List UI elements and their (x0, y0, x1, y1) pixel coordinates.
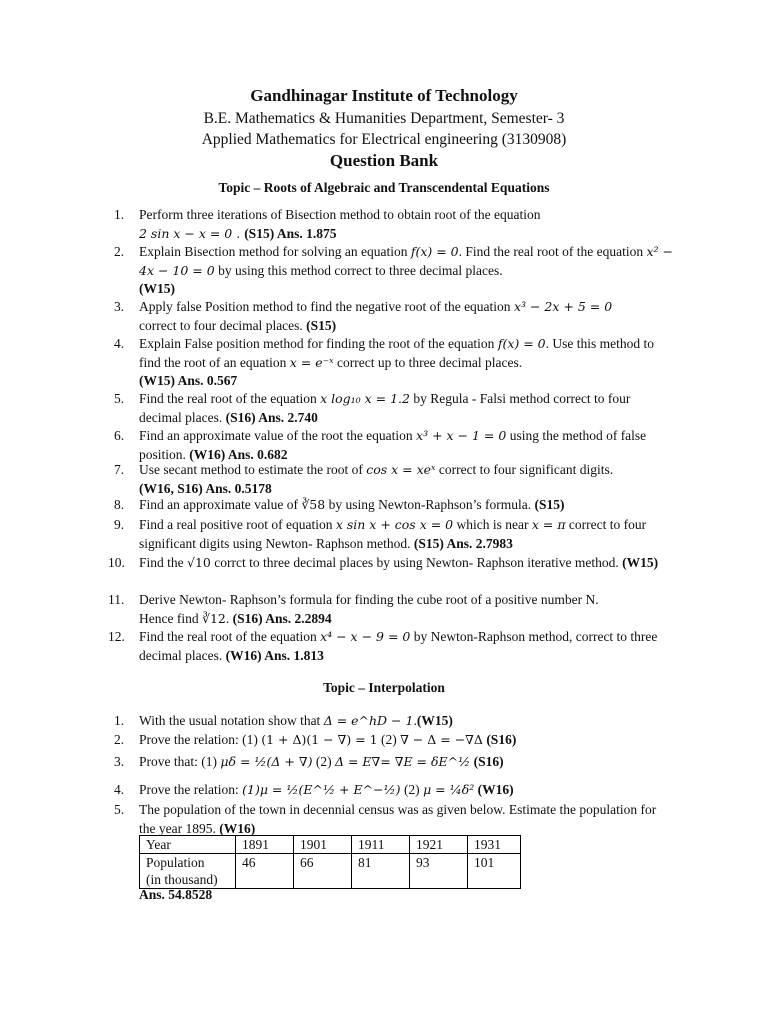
question-tag: (S15) (306, 317, 337, 333)
question-tag: (S15) (534, 497, 565, 512)
question-tag: (W16, S16) Ans. 0.5178 (139, 480, 272, 496)
equation: ∛12 (201, 610, 226, 626)
equation: (1 + Δ)(1 − ∇) = 1 (261, 732, 378, 747)
table-cell: 81 (352, 854, 410, 889)
equation: f(x) = 0 (410, 244, 459, 259)
equation: cos x = xeˣ (366, 462, 436, 477)
table-cell: 1911 (352, 836, 410, 854)
question-number: 2. (114, 732, 125, 747)
question-text: The population of the town in decennial census was as given below. Estimate the population for the year 1895. (139, 802, 657, 836)
equation: x³ − 2x + 5 = 0 (513, 299, 613, 314)
question-number: 9. (114, 517, 125, 532)
course-line: Applied Mathematics for Electrical engineering (3130908) (201, 131, 567, 148)
equation: μδ = ½(Δ + ∇) (220, 754, 313, 769)
question-text: . Use this method to find the root of an equation (139, 336, 654, 370)
table-cell: 93 (410, 854, 468, 889)
question-number: 1. (114, 713, 125, 728)
table-cell: 66 (294, 854, 352, 889)
question-tag: (W15) (139, 281, 175, 296)
population-table (139, 835, 521, 889)
question-text: Prove the relation: (139, 782, 243, 797)
question-text: Explain False position method for finding the root of the equation (139, 336, 498, 351)
question-number: 4. (114, 336, 125, 351)
question-10-roots (108, 554, 676, 573)
table-cell: 1891 (236, 836, 294, 854)
question-tag: (W16) (477, 782, 514, 797)
question-text: (2) (312, 754, 335, 769)
topic-roots-heading: Topic – Roots of Algebraic and Transcendental Equations (218, 180, 550, 195)
table-cell: 1921 (410, 836, 468, 854)
question-text: . (413, 713, 417, 728)
question-number: 3. (114, 299, 125, 314)
equation: x⁴ − x − 9 = 0 (320, 629, 411, 644)
question-1-roots (114, 206, 676, 243)
table-cell: 101 (468, 854, 521, 889)
question-text: Prove that: (1) (139, 754, 221, 769)
question-text: Find an approximate value of the root the equation (139, 428, 417, 443)
question-text: corrct to three decimal places by using Newton- Raphson iterative method. (210, 555, 623, 570)
question-text: Apply false Position method to find the negative root of the equation (139, 299, 514, 314)
question-number: 1. (114, 207, 125, 222)
question-number: 6. (114, 428, 125, 443)
question-text: correct to four significant digits using Newton- Raphson method. (139, 517, 647, 551)
question-tag: (W16) (219, 820, 256, 836)
question-text: by using this method correct to three decimal places. (214, 262, 503, 278)
equation: 2 sin x − x = 0 . (139, 225, 245, 241)
question-11-roots (108, 591, 676, 628)
question-4-interpolation (114, 781, 676, 800)
table-cell: Year (140, 836, 236, 854)
question-5-interpolation (114, 801, 676, 838)
question-text: by Newton-Raphson method, correct to three decimal places. (139, 629, 658, 663)
question-tag: (S15) Ans. 1.875 (244, 225, 337, 241)
question-tag: (S16) Ans. 2.740 (225, 409, 318, 425)
question-text: correct to four decimal places. (139, 317, 307, 333)
question-text: . (225, 610, 233, 626)
table-cell: 46 (236, 854, 294, 889)
table-cell: 1901 (294, 836, 352, 854)
equation: ∇ − Δ = −∇Δ (400, 732, 483, 747)
row-label-unit: (in thousand) (146, 872, 218, 887)
question-number: 2. (114, 244, 125, 259)
equation: μ = ¼δ² (423, 782, 475, 797)
question-tag: (S15) Ans. 2.7983 (413, 535, 513, 551)
question-tag: (W16) Ans. 0.682 (189, 446, 288, 462)
question-8-roots (114, 496, 676, 515)
question-number: 7. (114, 462, 125, 477)
table-row (140, 854, 521, 889)
question-number: 5. (114, 802, 125, 817)
question-text: Find an approximate value of (139, 497, 302, 512)
question-text: With the usual notation show that (139, 713, 324, 728)
question-text: Hence find (139, 610, 202, 626)
topic-interpolation-heading: Topic – Interpolation (323, 680, 445, 695)
question-text: Find a real positive root of equation (139, 517, 336, 532)
equation: x log₁₀ x = 1.2 (320, 391, 410, 406)
question-text: Find the real root of the equation (139, 629, 321, 644)
question-text: Derive Newton- Raphson’s formula for finding the cube root of a positive number N. (139, 592, 599, 607)
equation: ∛58 (301, 497, 326, 512)
question-tag: (S16) Ans. 2.2894 (232, 610, 332, 626)
equation: Δ = E∇= ∇E = δE^½ (334, 754, 471, 769)
question-number: 4. (114, 782, 125, 797)
institute-name: Gandhinagar Institute of Technology (250, 86, 518, 105)
question-12-roots (108, 628, 676, 665)
question-text: (2) (400, 782, 424, 797)
question-5-roots (114, 390, 676, 427)
question-1-interpolation (114, 712, 676, 731)
question-number: 12. (108, 629, 125, 644)
equation: Δ = e^hD − 1 (323, 713, 414, 728)
equation: x sin x + cos x = 0 (335, 517, 454, 532)
question-text: . Find the real root of the equation (458, 244, 647, 259)
question-number: 5. (114, 391, 125, 406)
question-text: correct up to three decimal places. (333, 354, 523, 370)
table-cell: 1931 (468, 836, 521, 854)
question-text: Use secant method to estimate the root of (139, 462, 367, 477)
question-tag: (W16) Ans. 1.813 (225, 647, 324, 663)
question-tag: (W15) Ans. 0.567 (139, 373, 238, 388)
question-number: 8. (114, 497, 125, 512)
document-title: Question Bank (329, 151, 439, 170)
equation: x² − 4x − 10 = 0 (139, 244, 673, 278)
question-text: using the method of false position. (139, 428, 647, 462)
question-2-interpolation (114, 731, 676, 750)
equation: f(x) = 0 (497, 336, 546, 351)
question-text: Explain Bisection method for solving an equation (139, 244, 411, 259)
table-cell (140, 854, 236, 889)
question-text: Prove the relation: (1) (139, 732, 262, 747)
question-text: which is near (453, 517, 532, 532)
question-text: correct to four significant digits. (435, 462, 614, 477)
question-tag: (W15) (622, 555, 659, 570)
question-3-roots (114, 298, 676, 335)
question-number: 3. (114, 754, 125, 769)
department-line: B.E. Mathematics & Humanities Department, Semester- 3 (203, 110, 565, 127)
equation: √10 (187, 555, 211, 570)
question-number: 10. (108, 555, 125, 570)
equation: x³ + x − 1 = 0 (416, 428, 507, 443)
question-4-roots (114, 335, 676, 391)
row-label: Population (146, 855, 205, 870)
question-text: (2) (377, 732, 401, 747)
question-tag: (S16) (473, 754, 504, 769)
question-tag: (W15) (416, 713, 453, 728)
equation: x = e⁻ˣ (289, 354, 334, 370)
question-6-roots (114, 427, 676, 464)
equation: (1)μ = ½(E^½ + E^−½) (242, 782, 401, 797)
table-row (140, 836, 521, 854)
equation: x = π (531, 517, 566, 532)
question-text: by using Newton-Raphson’s formula. (325, 497, 535, 512)
answer-text: Ans. 54.8528 (139, 887, 213, 902)
question-3-interpolation (114, 753, 676, 772)
question-text: by Regula - Falsi method correct to four decimal places. (139, 391, 631, 425)
question-tag: (S16) (486, 732, 517, 747)
question-2-roots (114, 243, 676, 299)
question-text: Perform three iterations of Bisection method to obtain root of the equation (139, 207, 541, 222)
question-number: 11. (108, 592, 125, 607)
question-9-roots (114, 516, 676, 553)
question-text: Find the (139, 555, 188, 570)
question-text: Find the real root of the equation (139, 391, 321, 406)
question-7-roots (114, 461, 676, 498)
